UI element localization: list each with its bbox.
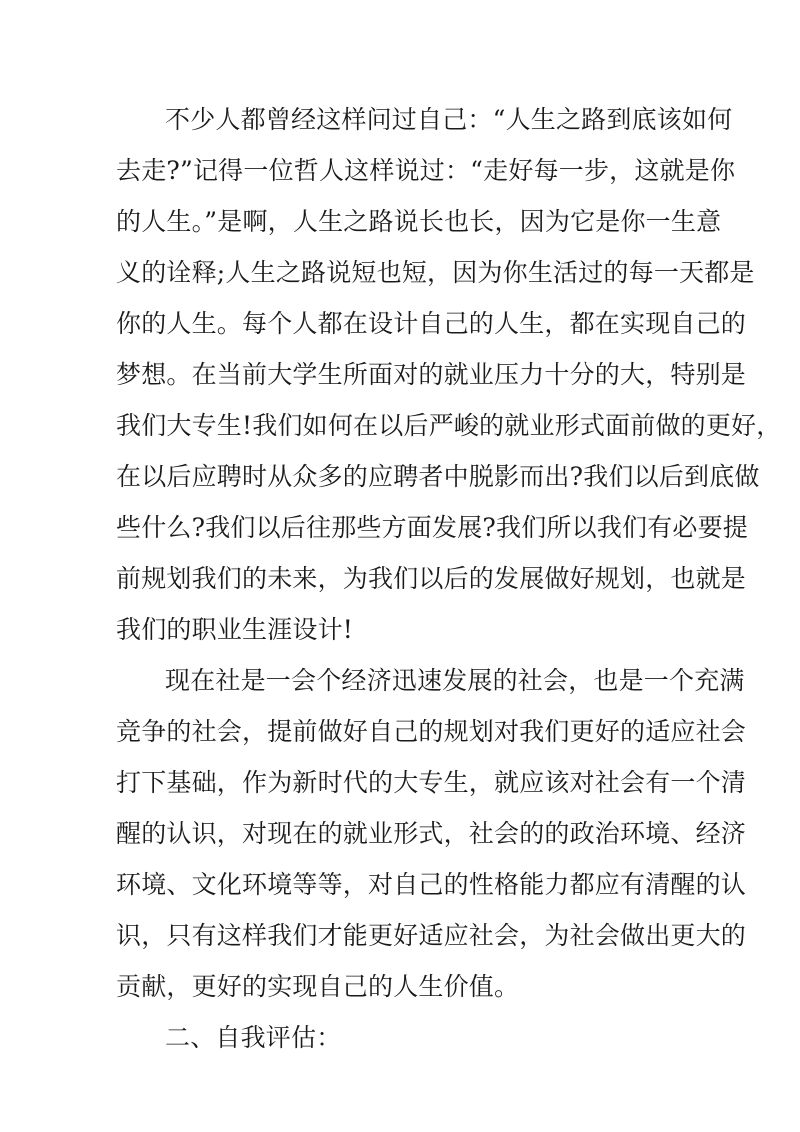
paragraph-line: 义的诠释;人生之路说短也短，因为你生活过的每一天都是	[116, 258, 755, 287]
paragraph-line: 我们的职业生涯设计!	[116, 615, 354, 644]
paragraph-line: 去走?”记得一位哲人这样说过：“走好每一步，这就是你	[116, 156, 736, 185]
paragraph-line: 识，只有这样我们才能更好适应社会，为社会做出更大的	[116, 921, 747, 950]
paragraph-line: 不少人都曾经这样问过自己：“人生之路到底该如何	[165, 105, 733, 134]
paragraph-line: 梦想。在当前大学生所面对的就业压力十分的大，特别是	[116, 360, 747, 389]
paragraph-line: 前规划我们的未来，为我们以后的发展做好规划，也就是	[116, 564, 747, 593]
paragraph-line: 贡献，更好的实现自己的人生价值。	[116, 972, 520, 1001]
paragraph-line: 你的人生。每个人都在设计自己的人生，都在实现自己的	[116, 309, 747, 338]
paragraph-line: 在以后应聘时从众多的应聘者中脱影而出?我们以后到底做	[116, 462, 760, 491]
paragraph-line: 打下基础，作为新时代的大专生，就应该对社会有一个清	[116, 768, 747, 797]
paragraph-line: 我们大专生!我们如何在以后严峻的就业形式面前做的更好，	[116, 411, 782, 440]
section-heading: 二、自我评估：	[165, 1023, 342, 1052]
paragraph-line: 醒的认识，对现在的就业形式，社会的的政治环境、经济	[116, 819, 747, 848]
paragraph-line: 环境、文化环境等等，对自己的性格能力都应有清醒的认	[116, 870, 747, 899]
paragraph-line: 竞争的社会，提前做好自己的规划对我们更好的适应社会	[116, 717, 747, 746]
paragraph-line: 些什么?我们以后往那些方面发展?我们所以我们有必要提	[116, 513, 749, 542]
paragraph-line: 现在社是一会个经济迅速发展的社会，也是一个充满	[165, 666, 745, 695]
paragraph-line: 的人生。”是啊，人生之路说长也长，因为它是你一生意	[116, 207, 722, 236]
